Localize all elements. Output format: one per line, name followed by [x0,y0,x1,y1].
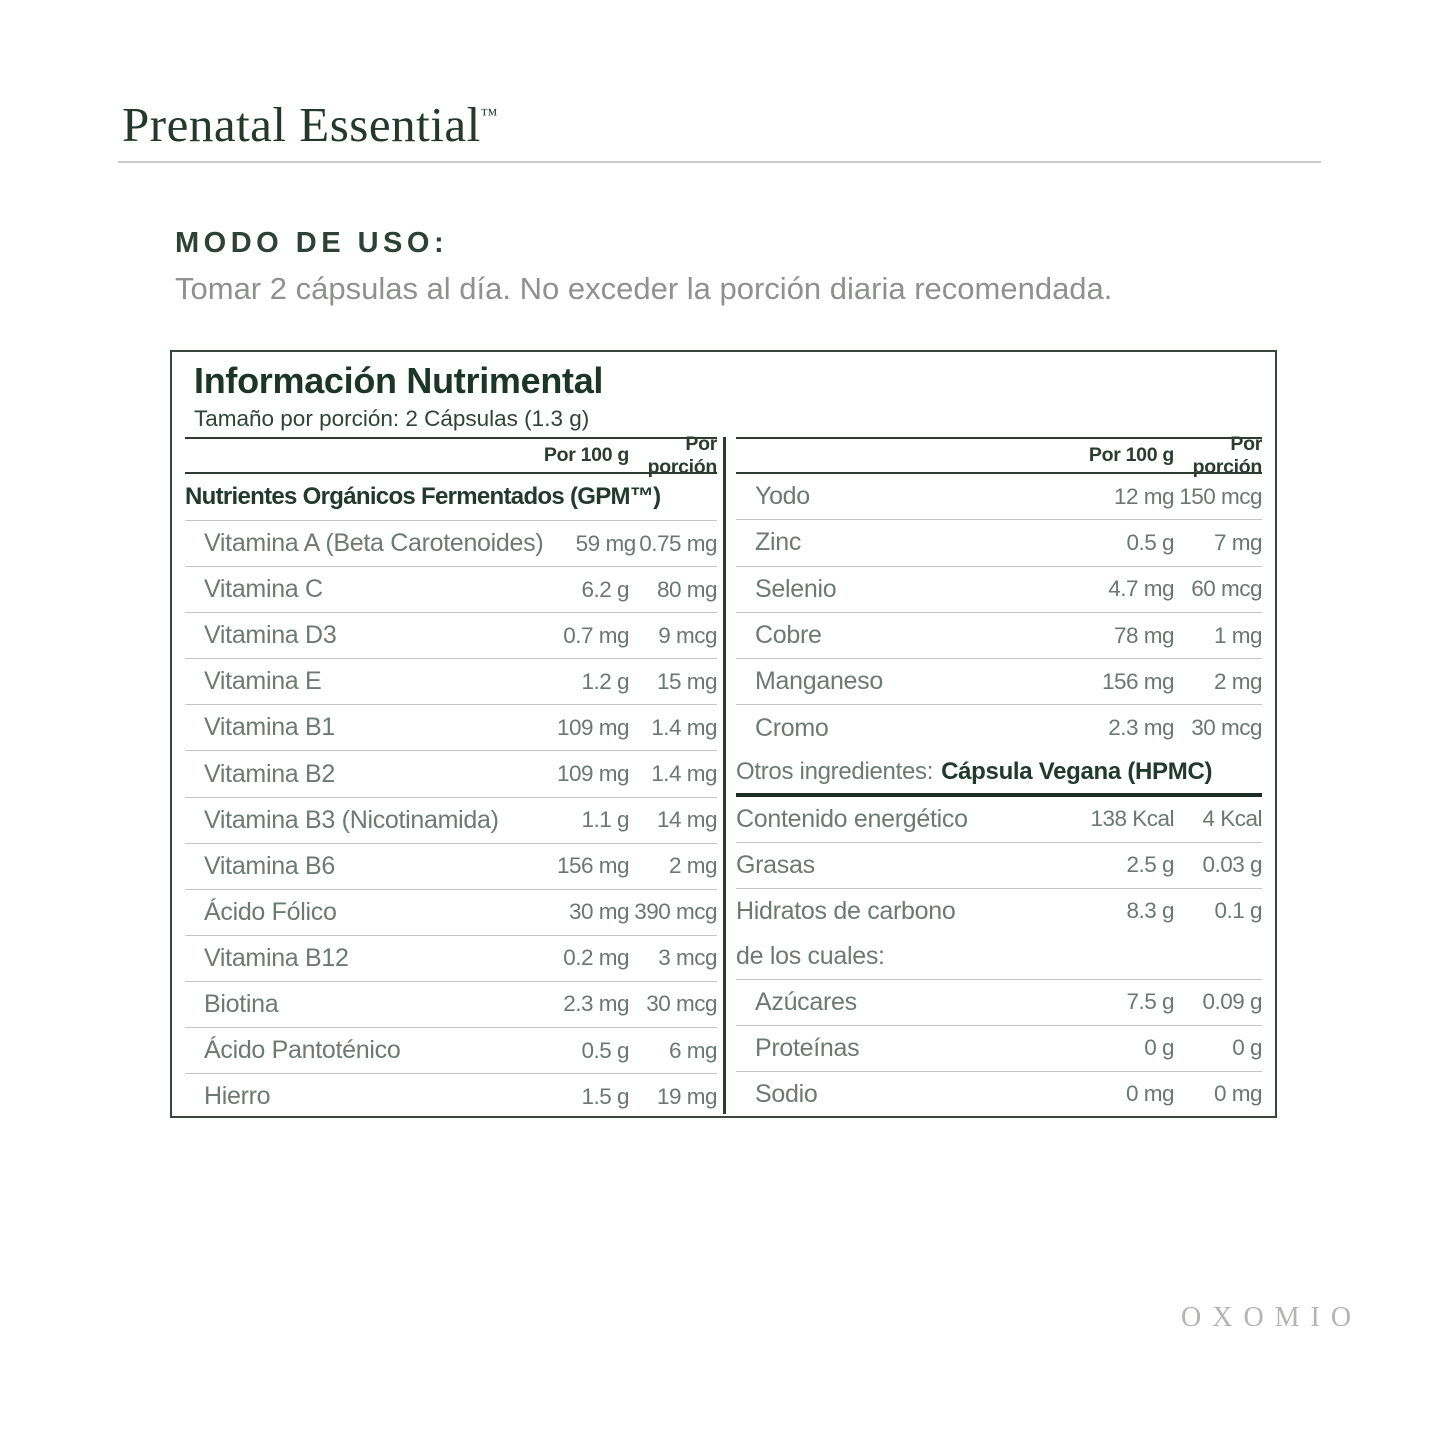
table-row [736,1072,1262,1117]
row-value-per-100g: 2.5 g [1126,852,1174,878]
usage-heading: MODO DE USO: [175,227,449,259]
other-ingredients-label: Otros ingredientes: [736,757,934,785]
row-label: Sodio [755,1079,818,1108]
product-title-text: Prenatal Essential [122,97,481,152]
row-label: Proteínas [755,1033,860,1062]
table-row [185,613,717,659]
row-value-per-100g: 0.2 mg [563,945,629,971]
row-value-per-serving: 2 mg [668,853,717,879]
row-value-per-serving: 60 mcg [1191,576,1262,602]
nutrition-panel [170,350,1277,1118]
macros-rows [736,797,1262,1117]
table-row [185,890,717,936]
column-divider [723,437,726,1114]
row-value-per-serving: 0 g [1232,1035,1262,1061]
row-label: Vitamina E [204,667,322,696]
row-label: Selenio [755,574,837,603]
row-label: Vitamina B6 [204,851,336,880]
table-row [185,751,717,797]
table-row [185,1028,717,1074]
row-label: Ácido Fólico [204,897,337,926]
table-row [736,659,1262,705]
row-value-per-100g: 1.5 g [581,1083,629,1109]
product-title [122,96,497,153]
row-label: Cromo [755,713,829,742]
row-value-per-100g: 7.5 g [1126,989,1174,1015]
table-row [736,934,1262,980]
row-value-per-serving: 80 mg [656,576,717,602]
column-headers-left [185,432,717,478]
table-row [736,567,1262,613]
table-row [736,520,1262,566]
table-row [736,474,1262,520]
row-value-per-100g: 78 mg [1113,622,1174,648]
other-ingredients-row [736,751,1262,797]
table-row [185,705,717,751]
row-value-per-serving: 15 mg [656,668,717,694]
table-row [185,844,717,890]
row-value-per-100g: 2.3 mg [1108,715,1174,741]
row-label: Vitamina D3 [204,621,337,650]
row-label: Ácido Pantoténico [204,1036,401,1065]
row-label: de los cuales: [736,941,885,970]
row-label: Vitamina B2 [204,759,336,788]
row-value-per-100g: 138 Kcal [1090,806,1174,832]
row-value-per-100g: 1.2 g [581,668,629,694]
row-value-per-100g: 109 mg [556,761,629,787]
row-label: Azúcares [755,987,857,1016]
row-label: Hierro [204,1082,271,1111]
row-label: Vitamina B1 [204,713,336,742]
row-value-per-serving: 7 mg [1213,529,1262,555]
table-row [185,1074,717,1119]
table-row [736,980,1262,1026]
row-value-per-serving: 0.1 g [1214,898,1262,924]
table-row [736,797,1262,843]
minerals-rows [736,474,1262,751]
row-value-per-serving: 0.75 mg [639,530,717,556]
table-row [185,936,717,982]
row-label: Hidratos de carbono [736,896,956,925]
row-value-per-100g: 156 mg [1101,668,1174,694]
row-value-per-100g: 1.1 g [581,807,629,833]
row-value-per-serving: 30 mcg [1191,715,1262,741]
row-value-per-100g: 8.3 g [1126,898,1174,924]
brand-logo: OXOMIO [1181,1302,1363,1333]
row-label: Vitamina B3 (Nicotinamida) [204,805,499,834]
header-per-serving: Por porción [1192,432,1262,478]
row-value-per-serving: 6 mg [668,1037,717,1063]
row-label: Manganeso [755,667,883,696]
row-value-per-serving: 0.09 g [1202,989,1262,1015]
table-row [185,659,717,705]
row-value-per-serving: 19 mg [656,1083,717,1109]
row-value-per-serving: 3 mcg [658,945,717,971]
header-divider [118,161,1321,163]
row-label: Zinc [755,528,802,557]
row-value-per-100g: 59 mg [575,530,636,556]
row-value-per-100g: 4.7 mg [1108,576,1174,602]
row-value-per-100g: 0.5 g [1126,529,1174,555]
row-value-per-100g: 0.5 g [581,1037,629,1063]
vitamins-rows [185,521,717,1119]
row-label: Cobre [755,621,822,650]
row-value-per-serving: 30 mcg [646,991,717,1017]
row-value-per-serving: 9 mcg [658,622,717,648]
other-ingredients-value: Cápsula Vegana (HPMC) [941,757,1213,785]
row-label: Yodo [755,482,810,511]
row-value-per-100g: 0.7 mg [563,622,629,648]
row-value-per-serving: 0 mg [1213,1081,1262,1107]
table-row [736,843,1262,889]
row-value-per-serving: 150 mcg [1179,483,1262,509]
row-value-per-100g: 30 mg [568,899,629,925]
row-value-per-serving: 2 mg [1213,668,1262,694]
row-value-per-100g: 2.3 mg [563,991,629,1017]
row-value-per-100g: 0 mg [1125,1081,1174,1107]
table-row [185,521,717,567]
row-value-per-100g: 0 g [1144,1035,1174,1061]
table-row [185,567,717,613]
row-value-per-serving: 4 Kcal [1202,806,1262,832]
serving-size: Tamaño por porción: 2 Cápsulas (1.3 g) [194,406,590,431]
row-value-per-serving: 1.4 mg [651,714,717,740]
table-row [185,798,717,844]
trademark-symbol: ™ [480,104,498,124]
table-row [736,889,1262,934]
row-label: Biotina [204,989,279,1018]
row-value-per-serving: 0.03 g [1202,852,1262,878]
row-label: Vitamina A (Beta Carotenoides) [204,529,544,558]
row-value-per-100g: 6.2 g [581,576,629,602]
table-row [736,613,1262,659]
row-value-per-serving: 1.4 mg [651,761,717,787]
header-per-serving: Por porción [647,432,717,478]
nutrition-column-left [185,432,717,1119]
panel-title: Información Nutrimental [194,360,604,401]
row-value-per-serving: 1 mg [1213,622,1262,648]
row-label: Vitamina B12 [204,943,349,972]
row-label: Vitamina C [204,575,323,604]
header-per-100g: Por 100 g [1088,444,1174,466]
row-label: Grasas [736,850,815,879]
nutrition-column-right [736,432,1262,1117]
row-value-per-100g: 12 mg [1113,483,1174,509]
column-headers-right [736,432,1262,478]
table-row [736,1026,1262,1072]
row-value-per-serving: 14 mg [656,807,717,833]
section-heading-nutrients: Nutrientes Orgánicos Fermentados (GPM™) [185,474,717,521]
header-per-100g: Por 100 g [543,444,629,466]
table-row [185,982,717,1028]
table-row [736,705,1262,750]
usage-text: Tomar 2 cápsulas al día. No exceder la porción diaria recomendada. [175,271,1113,306]
row-label: Contenido energético [736,804,968,833]
row-value-per-serving: 390 mcg [634,899,717,925]
row-value-per-100g: 156 mg [556,853,629,879]
row-value-per-100g: 109 mg [556,714,629,740]
